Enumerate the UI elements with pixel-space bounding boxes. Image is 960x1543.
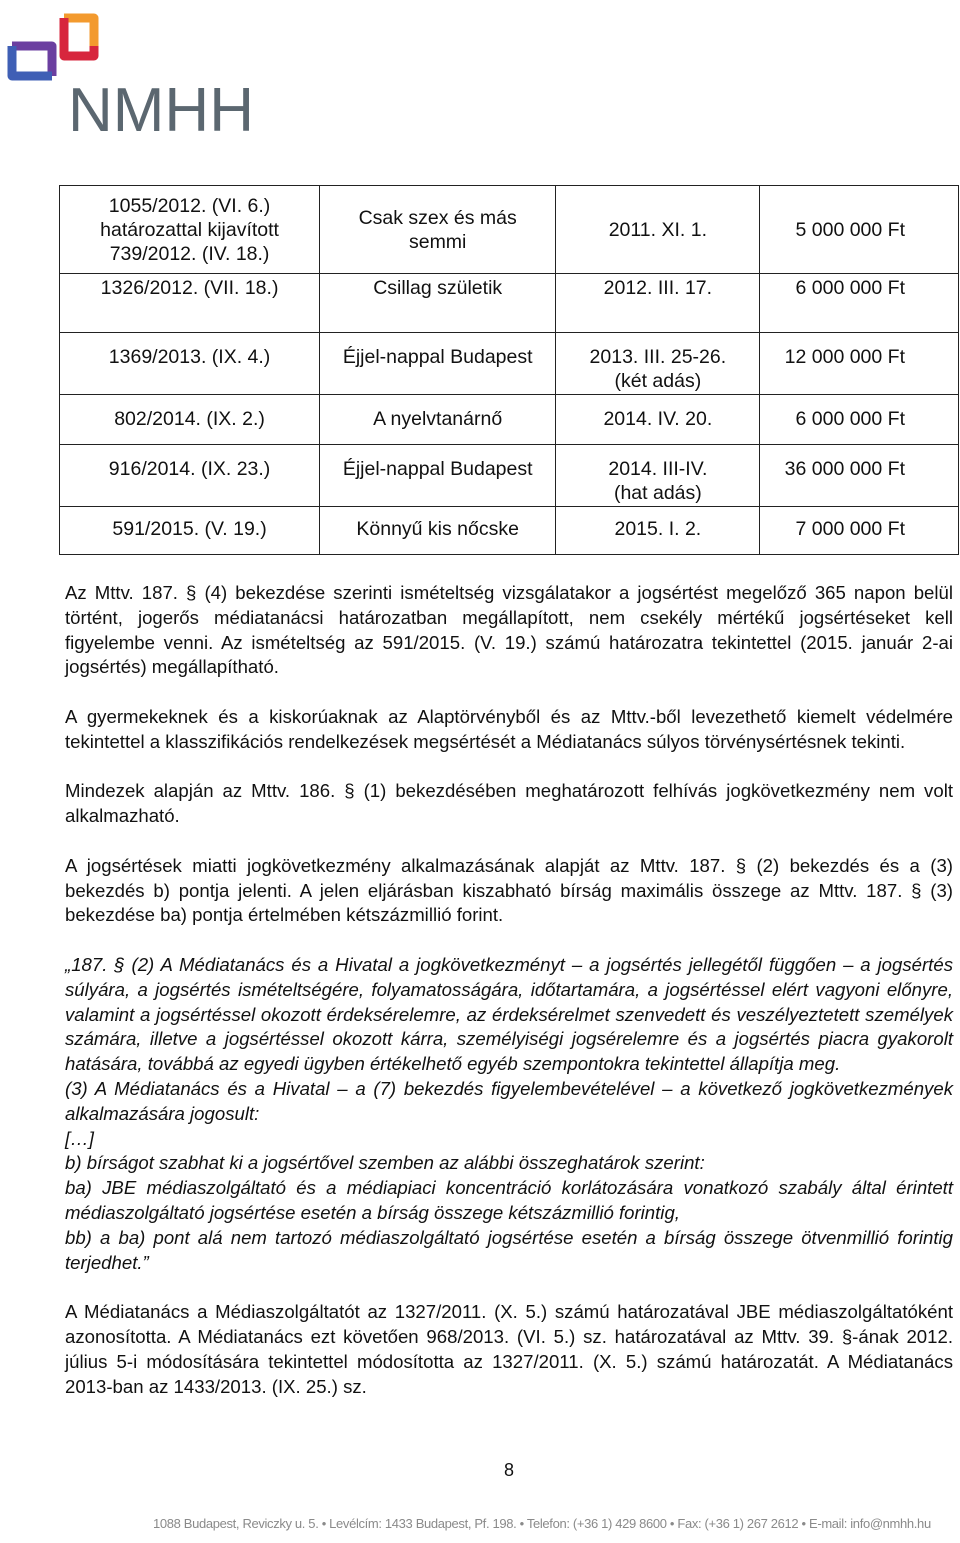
page-number: 8 [503, 1460, 514, 1480]
paragraph: Mindezek alapján az Mttv. 186. § (1) bekezdésében meghatározott felhívás jogkövetkezmény nem volt alkalmazható. [65, 780, 953, 827]
paragraph: A gyermekeknek és a kiskorúaknak az Alaptörvényből és az Mttv.-ből levezethető kiemelt védelmére tekintettel a klasszifikációs rendelkezések megsértését a Médiatanács súlyos törvénysértésnek tekinti. [65, 705, 953, 752]
ruling-table [59, 185, 959, 555]
date-cell: 2014. IV. 20. [556, 395, 760, 445]
resolution-cell: 1055/2012. (VI. 6.) határozattal kijavított 739/2012. (IV. 18.) [60, 186, 320, 274]
date-cell: 2012. III. 17. [556, 274, 760, 333]
quoted-law: ba) JBE médiaszolgáltató és a médiapiaci koncentráció korlátozására vonatkozó szabály által érintett médiaszolgáltató jogsértése esetén a bírság összege kétszázmillió forintig, [65, 1177, 953, 1223]
amount-cell: 5 000 000 Ft [760, 186, 959, 274]
nmhh-logo [4, 6, 254, 131]
program-cell: A nyelvtanárnő [320, 395, 556, 445]
footer-contact: 1088 Budapest, Reviczky u. 5. • Levélcím: 1433 Budapest, Pf. 198. • Telefon: (+36 1) 429 8600 • Fax: (+36 1) 267 2612 • E-mail: info@nmhh.hu [153, 1516, 931, 1531]
date-cell: 2013. III. 25-26. (két adás) [556, 333, 760, 395]
table-row [60, 507, 959, 555]
quoted-law: bb) a ba) pont alá nem tartozó médiaszolgáltató jogsértése esetén a bírság összege ötvenmillió forintig terjedhet.” [65, 1226, 953, 1273]
paragraph: A jogsértések miatti jogkövetkezmény alkalmazásának alapját az Mttv. 187. § (2) bekezdés és a (3) bekezdés b) pontja jelenti. A jelen eljárásban kiszabható bírság maximális összege az Mttv. 187. § (3) bekezdése ba) pontja értelmében kétszázmillió forint. [65, 854, 953, 926]
program-cell: Éjjel-nappal Budapest [320, 333, 556, 395]
resolution-cell: 1369/2013. (IX. 4.) [60, 333, 320, 395]
amount-cell: 6 000 000 Ft [760, 395, 959, 445]
table-row [60, 186, 959, 274]
date-cell: 2014. III-IV. (hat adás) [556, 445, 760, 507]
quoted-law: „187. § (2) A Médiatanács és a Hivatal a jogkövetkezményt – a jogsértés jellegétől függően – a jogsértés súlyára, a jogsértés ismételtségére, folyamatosságára, időtartamára, a jogsértéssel elért vagyoni előnyre, valamint a jogsértéssel okozott érdeksérelemre, az érdeksérelmet szenvedett és veszélyeztetett személyek számára, illetve a jogsértéssel okozott kárra, személyiségi jogsérelemre és a jogsértés piacra gyakorolt hatására, továbbá az egyedi ügyben értékelhető egyéb szempontokra tekintettel állapítja meg. [65, 953, 953, 1075]
body-text [65, 581, 953, 1399]
resolution-cell: 591/2015. (V. 19.) [60, 507, 320, 555]
program-cell: Csillag születik [320, 274, 556, 333]
amount-cell: 7 000 000 Ft [760, 507, 959, 555]
paragraph: Az Mttv. 187. § (4) bekezdése szerinti ismételtség vizsgálatakor a jogsértést megelőző 365 napon belül történt, jogerős médiatanácsi határozatban megállapított, nem csekély mértékű jogsértéseket kell figyelembe venni. Az ismételtség az 591/2015. (V. 19.) számú határozatra tekintettel (2015. január 2-ai jogsértés) megállapítható. [65, 582, 953, 678]
table-row [60, 395, 959, 445]
amount-cell: 12 000 000 Ft [760, 333, 959, 395]
amount-cell: 6 000 000 Ft [760, 274, 959, 333]
paragraph: A Médiatanács a Médiaszolgáltatót az 1327/2011. (X. 5.) számú határozatával JBE médiaszolgáltatóként azonosította. A Médiatanács ezt követően 968/2013. (VI. 5.) sz. határozatával az Mttv. 39. §-ának 2012. július 5-i módosítására tekintettel módosította az 1327/2011. (X. 5.) számú határozatát. A Médiatanács 2013-ban az 1433/2013. (IX. 25.) sz. [65, 1301, 953, 1397]
amount-cell: 36 000 000 Ft [760, 445, 959, 507]
table-row [60, 333, 959, 395]
quoted-law: (3) A Médiatanács és a Hivatal – a (7) bekezdés figyelembevételével – a következő jogkövetkezmények alkalmazására jogosult: [65, 1077, 953, 1124]
logo-text: NMHH [68, 76, 254, 131]
program-cell: Éjjel-nappal Budapest [320, 445, 556, 507]
date-cell: 2015. I. 2. [556, 507, 760, 555]
resolution-cell: 802/2014. (IX. 2.) [60, 395, 320, 445]
table-row [60, 274, 959, 333]
resolution-cell: 916/2014. (IX. 23.) [60, 445, 320, 507]
logo-squares [12, 18, 94, 76]
program-cell: Könnyű kis nőcske [320, 507, 556, 555]
resolution-cell: 1326/2012. (VII. 18.) [60, 274, 320, 333]
table-row [60, 445, 959, 507]
quoted-law: […] [65, 1127, 94, 1149]
program-cell: Csak szex és más semmi [320, 186, 556, 274]
quoted-law: b) bírságot szabhat ki a jogsértővel szemben az alábbi összeghatárok szerint: [65, 1152, 705, 1174]
date-cell: 2011. XI. 1. [556, 186, 760, 274]
